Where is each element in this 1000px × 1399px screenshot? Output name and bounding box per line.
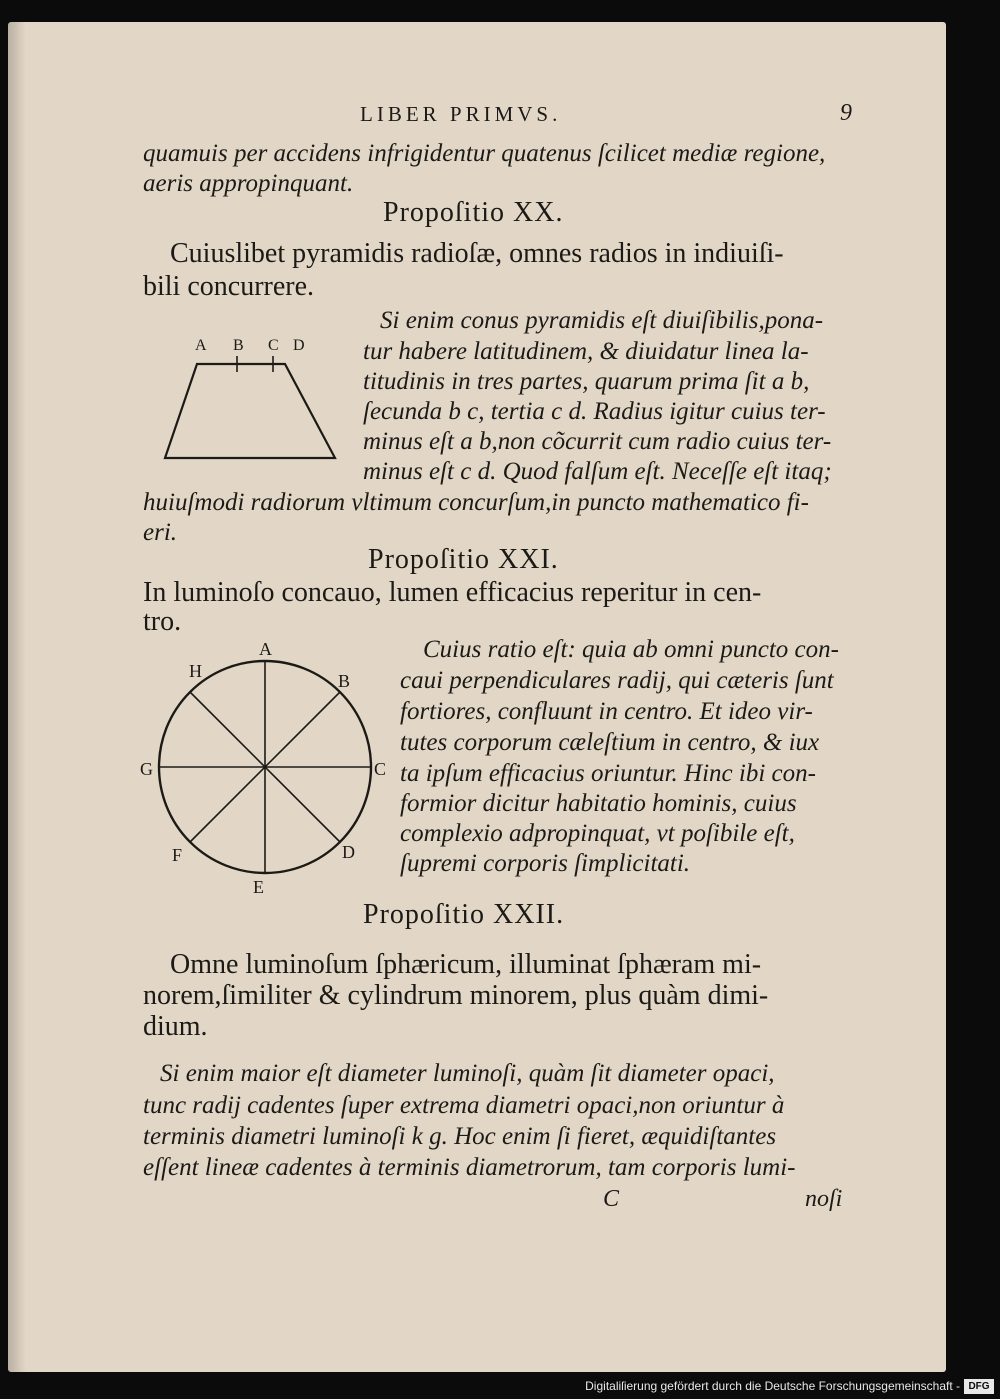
signature-mark: C: [603, 1186, 620, 1212]
text-line: aeris appropinquant.: [143, 170, 354, 197]
enunciation-line: norem,ſimiliter & cylindrum minorem, plus quàm dimi-: [143, 980, 769, 1011]
demonstration-line: eri.: [143, 519, 178, 546]
demonstration-line: Si enim conus pyramidis eſt diuiſibilis,pona-: [380, 307, 824, 334]
enunciation-line: bili concurrere.: [143, 271, 315, 302]
figure-label: D: [293, 337, 305, 354]
figure-label: H: [189, 661, 202, 681]
credit-text: Digitaliſierung gefördert durch die Deutsche Forschungsgemeinschaft -: [585, 1379, 960, 1393]
figure-label: B: [233, 337, 244, 354]
demonstration-line: minus eſt c d. Quod falſum eſt. Neceſſe eſt itaq;: [363, 458, 832, 485]
figure-label: D: [342, 842, 355, 862]
demonstration-line: tutes corporum cæleſtium in centro, & iux: [400, 729, 820, 756]
proposition-heading: Propoſitio XXII.: [363, 899, 565, 930]
proposition-heading: Propoſitio XXI.: [368, 544, 559, 575]
figure-label: G: [140, 759, 153, 779]
figure-label: E: [253, 877, 264, 897]
enunciation-line: Cuiuslibet pyramidis radioſæ, omnes radios in indiuiſi-: [170, 238, 784, 269]
dfg-logo-icon: DFG: [964, 1379, 994, 1394]
demonstration-line: tur habere latitudinem, & diuidatur linea la-: [363, 338, 809, 365]
demonstration-line: Cuius ratio eſt: quia ab omni puncto con-: [423, 636, 839, 663]
catchword: noſi: [805, 1186, 843, 1212]
page-number: 9: [840, 100, 852, 126]
figure-label: B: [338, 671, 351, 691]
demonstration-line: minus eſt a b,non cõcurrit cum radio cuius ter-: [363, 428, 832, 455]
figure-label: C: [268, 337, 279, 354]
demonstration-line: tunc radij cadentes ſuper extrema diametri opaci,non oriuntur à: [143, 1092, 785, 1119]
demonstration-line: formior dicitur habitatio hominis, cuius: [400, 790, 797, 817]
demonstration-line: eſſent lineæ cadentes à terminis diametrorum, tam corporis lumi-: [143, 1154, 796, 1181]
proposition-heading: Propoſitio XX.: [383, 197, 564, 228]
figure-label: C: [374, 759, 387, 779]
gutter-shadow: [8, 22, 26, 1372]
demonstration-line: ſecunda b c, tertia c d. Radius igitur cuius ter-: [363, 398, 826, 425]
digitization-credit-bar: [0, 1376, 1000, 1399]
demonstration-line: caui perpendiculares radij, qui cæteris ſunt: [400, 667, 834, 694]
figure-label: A: [259, 639, 272, 659]
enunciation-line: tro.: [143, 606, 182, 637]
demonstration-line: ſupremi corporis ſimplicitati.: [400, 850, 691, 877]
demonstration-line: ta ipſum efficacius oriuntur. Hinc ibi con-: [400, 760, 816, 787]
enunciation-line: dium.: [143, 1011, 208, 1042]
figure-label: A: [195, 337, 207, 354]
demonstration-line: complexio adpropinquat, vt poſibile eſt,: [400, 820, 795, 847]
demonstration-line: fortiores, confluunt in centro. Et ideo vir-: [400, 698, 813, 725]
trapezoid-pyramid-figure: [155, 330, 355, 470]
text-line: quamuis per accidens infrigidentur quatenus ſcilicet mediæ regione,: [143, 140, 826, 167]
demonstration-line: Si enim maior eſt diameter luminoſi, quàm ſit diameter opaci,: [160, 1060, 775, 1087]
figure-label: F: [172, 845, 183, 865]
running-head: LIBER PRIMVS.: [360, 102, 562, 126]
demonstration-line: huiuſmodi radiorum vltimum concurſum,in puncto mathematico fi-: [143, 489, 809, 516]
enunciation-line: In luminoſo concauo, lumen efficacius reperitur in cen-: [143, 577, 762, 608]
demonstration-line: titudinis in tres partes, quarum prima ſit a b,: [363, 368, 810, 395]
demonstration-line: terminis diametri luminoſi k g. Hoc enim ſi fieret, æquidiſtantes: [143, 1123, 777, 1150]
enunciation-line: Omne luminoſum ſphæricum, illuminat ſphæram mi-: [170, 949, 762, 980]
circle-concave-figure: [138, 635, 398, 905]
